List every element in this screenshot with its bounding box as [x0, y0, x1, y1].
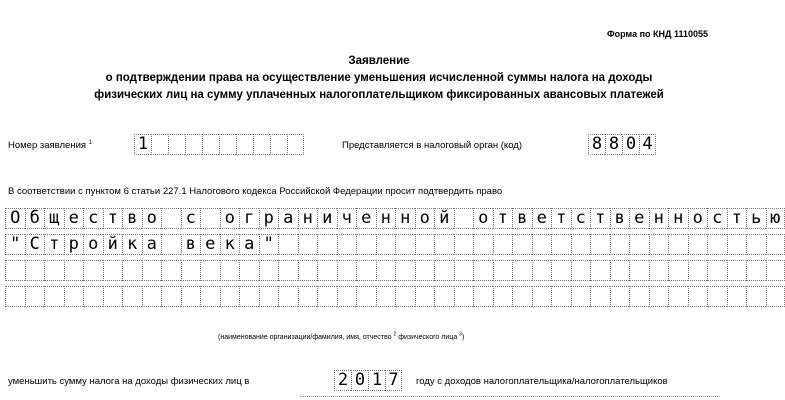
name-cell[interactable] — [629, 234, 649, 255]
name-cell[interactable] — [610, 234, 630, 255]
name-cell[interactable] — [298, 286, 318, 307]
name-cell[interactable] — [532, 286, 552, 307]
name-cell[interactable] — [44, 260, 64, 281]
tax-authority-code-field[interactable] — [588, 134, 656, 155]
application-number-label: Номер заявления $^1$ — [8, 139, 93, 151]
name-cell[interactable]: " — [5, 234, 25, 255]
name-cell[interactable] — [473, 286, 493, 307]
name-cell[interactable] — [161, 208, 181, 229]
name-cell[interactable] — [142, 260, 162, 281]
year-field[interactable] — [334, 370, 402, 391]
name-cell[interactable]: а — [278, 208, 298, 229]
name-cell[interactable] — [434, 260, 454, 281]
name-cell[interactable] — [590, 260, 610, 281]
name-row — [5, 234, 785, 255]
tax-authority-code-cell[interactable]: 8 — [588, 134, 605, 155]
name-cell[interactable] — [64, 260, 84, 281]
name-cell[interactable]: т — [44, 234, 64, 255]
name-cell[interactable] — [376, 234, 396, 255]
application-number-cell[interactable] — [253, 134, 270, 155]
name-cell[interactable]: О — [5, 208, 25, 229]
name-cell[interactable] — [142, 286, 162, 307]
name-cell[interactable] — [200, 208, 220, 229]
name-cell[interactable] — [415, 260, 435, 281]
application-number-cell[interactable] — [236, 134, 253, 155]
name-field-caption: (наименование организации/фамилия, имя, отчество $^2$ физического лица $^3$) — [218, 331, 465, 341]
name-cell[interactable]: н — [298, 208, 318, 229]
name-cell[interactable]: в — [610, 208, 630, 229]
name-cell[interactable] — [493, 234, 513, 255]
name-cell[interactable]: к — [220, 234, 240, 255]
name-cell[interactable]: ь — [746, 208, 766, 229]
name-cell[interactable] — [278, 234, 298, 255]
name-cell[interactable]: о — [473, 208, 493, 229]
name-cell[interactable] — [746, 234, 766, 255]
name-cell[interactable] — [259, 286, 279, 307]
name-cell[interactable] — [551, 260, 571, 281]
name-cell[interactable]: " — [259, 234, 279, 255]
application-number-cell[interactable] — [151, 134, 168, 155]
name-cell[interactable] — [571, 286, 591, 307]
name-cell[interactable] — [200, 286, 220, 307]
name-cell[interactable] — [629, 260, 649, 281]
name-cell[interactable]: н — [376, 208, 396, 229]
application-number-cell[interactable]: 1 — [134, 134, 151, 155]
name-cell[interactable]: е — [356, 208, 376, 229]
reduce-tax-label: уменьшить сумму налога на доходы физических лиц в — [8, 376, 250, 387]
name-cell[interactable] — [395, 286, 415, 307]
name-cell[interactable] — [122, 260, 142, 281]
name-cell[interactable] — [317, 260, 337, 281]
name-cell[interactable] — [727, 286, 747, 307]
application-number-cell[interactable] — [185, 134, 202, 155]
name-cell[interactable]: й — [434, 208, 454, 229]
name-cell[interactable] — [493, 260, 513, 281]
name-cell[interactable] — [83, 286, 103, 307]
year-cell[interactable]: 0 — [351, 370, 368, 391]
name-cell[interactable] — [376, 286, 396, 307]
name-cell[interactable] — [220, 286, 240, 307]
name-cell[interactable] — [688, 260, 708, 281]
name-cell[interactable] — [473, 260, 493, 281]
name-cell[interactable]: о — [220, 208, 240, 229]
name-cell[interactable]: с — [571, 208, 591, 229]
name-cell[interactable]: с — [707, 208, 727, 229]
organization-name-grid[interactable] — [5, 208, 785, 312]
name-cell[interactable] — [746, 260, 766, 281]
name-cell[interactable]: ю — [766, 208, 785, 229]
name-cell[interactable]: в — [512, 208, 532, 229]
name-cell[interactable] — [103, 286, 123, 307]
name-cell[interactable] — [454, 260, 474, 281]
name-cell[interactable] — [181, 260, 201, 281]
name-cell[interactable] — [298, 260, 318, 281]
document-subtitle-line-1: о подтверждении права на осуществление уменьшения исчисленной суммы налога на доходы — [105, 72, 653, 84]
name-cell[interactable] — [590, 234, 610, 255]
year-cell[interactable]: 1 — [368, 370, 385, 391]
year-cell[interactable]: 2 — [334, 370, 351, 391]
tax-authority-code-cell[interactable]: 8 — [605, 134, 622, 155]
name-cell[interactable] — [668, 234, 688, 255]
name-cell[interactable] — [103, 260, 123, 281]
name-cell[interactable]: е — [629, 208, 649, 229]
name-cell[interactable] — [473, 234, 493, 255]
tax-authority-code-cell[interactable]: 0 — [622, 134, 639, 155]
application-number-cell[interactable] — [168, 134, 185, 155]
application-number-cell[interactable] — [202, 134, 219, 155]
name-cell[interactable] — [83, 260, 103, 281]
form-code: Форма по КНД 1110055 — [607, 29, 708, 39]
application-number-cell[interactable] — [270, 134, 287, 155]
name-cell[interactable] — [239, 260, 259, 281]
name-cell[interactable] — [512, 260, 532, 281]
name-cell[interactable] — [610, 260, 630, 281]
name-cell[interactable] — [317, 286, 337, 307]
name-cell[interactable] — [434, 286, 454, 307]
name-cell[interactable] — [356, 286, 376, 307]
name-cell[interactable]: в — [122, 208, 142, 229]
name-cell[interactable] — [649, 286, 669, 307]
name-cell[interactable] — [532, 234, 552, 255]
name-cell[interactable] — [649, 234, 669, 255]
name-cell[interactable] — [161, 286, 181, 307]
document-subtitle-line-2: физических лиц на сумму уплаченных налогоплательщиком фиксированных авансовых платежей — [94, 89, 664, 101]
name-cell[interactable] — [44, 286, 64, 307]
bottom-row-cells — [300, 396, 720, 397]
name-cell[interactable]: о — [688, 208, 708, 229]
name-cell[interactable] — [688, 234, 708, 255]
name-cell[interactable]: н — [668, 208, 688, 229]
name-cell[interactable] — [571, 234, 591, 255]
name-cell[interactable] — [5, 260, 25, 281]
name-cell[interactable] — [220, 260, 240, 281]
name-cell[interactable]: т — [551, 208, 571, 229]
name-cell[interactable]: ч — [337, 208, 357, 229]
name-cell[interactable]: г — [239, 208, 259, 229]
name-cell[interactable] — [454, 234, 474, 255]
name-cell[interactable] — [512, 286, 532, 307]
name-cell[interactable] — [512, 234, 532, 255]
name-cell[interactable] — [668, 286, 688, 307]
name-cell[interactable] — [64, 286, 84, 307]
name-cell[interactable] — [181, 286, 201, 307]
name-cell[interactable] — [200, 260, 220, 281]
name-cell[interactable]: н — [649, 208, 669, 229]
name-cell[interactable] — [161, 260, 181, 281]
name-cell[interactable] — [590, 286, 610, 307]
name-cell[interactable] — [766, 260, 785, 281]
name-cell[interactable]: с — [83, 208, 103, 229]
reduce-tax-label-after: году с доходов налогоплательщика/налогоплательщиков — [416, 376, 668, 387]
name-cell[interactable] — [415, 234, 435, 255]
name-cell[interactable] — [278, 260, 298, 281]
year-cell[interactable]: 7 — [385, 370, 402, 391]
name-cell[interactable] — [649, 260, 669, 281]
name-cell[interactable]: о — [83, 234, 103, 255]
name-cell[interactable] — [25, 286, 45, 307]
name-cell[interactable]: й — [103, 234, 123, 255]
name-cell[interactable] — [766, 234, 785, 255]
name-cell[interactable]: р — [64, 234, 84, 255]
name-cell[interactable] — [337, 286, 357, 307]
name-cell[interactable]: а — [142, 234, 162, 255]
name-cell[interactable]: т — [590, 208, 610, 229]
name-cell[interactable] — [746, 286, 766, 307]
name-cell[interactable]: т — [103, 208, 123, 229]
name-cell[interactable]: к — [122, 234, 142, 255]
name-row — [5, 208, 785, 229]
name-row — [5, 286, 785, 307]
name-cell[interactable]: в — [181, 234, 201, 255]
name-cell[interactable] — [571, 260, 591, 281]
name-cell[interactable]: С — [25, 234, 45, 255]
name-cell[interactable]: а — [239, 234, 259, 255]
name-row — [5, 260, 785, 281]
name-cell[interactable]: н — [395, 208, 415, 229]
application-number-cell[interactable] — [287, 134, 304, 155]
name-cell[interactable] — [395, 260, 415, 281]
name-cell[interactable]: и — [317, 208, 337, 229]
name-cell[interactable] — [454, 286, 474, 307]
name-cell[interactable] — [551, 234, 571, 255]
document-title: Заявление — [348, 55, 410, 67]
name-cell[interactable] — [376, 260, 396, 281]
name-cell[interactable]: б — [25, 208, 45, 229]
name-cell[interactable] — [707, 234, 727, 255]
name-cell[interactable]: е — [64, 208, 84, 229]
name-cell[interactable] — [25, 260, 45, 281]
name-cell[interactable] — [298, 234, 318, 255]
name-cell[interactable] — [259, 260, 279, 281]
name-cell[interactable] — [337, 234, 357, 255]
tax-authority-label: Представляется в налоговый орган (код) — [342, 140, 522, 151]
name-cell[interactable] — [317, 234, 337, 255]
tax-authority-code-cell[interactable]: 4 — [639, 134, 656, 155]
name-cell[interactable] — [610, 286, 630, 307]
name-cell[interactable] — [727, 260, 747, 281]
name-cell[interactable]: р — [259, 208, 279, 229]
name-cell[interactable] — [337, 260, 357, 281]
name-cell[interactable]: т — [493, 208, 513, 229]
name-cell[interactable] — [727, 234, 747, 255]
name-cell[interactable]: е — [200, 234, 220, 255]
name-cell[interactable] — [688, 286, 708, 307]
application-number-cell[interactable] — [219, 134, 236, 155]
basis-text: В соответствии с пунктом 6 статьи 227.1 Налогового кодекса Российской Федерации просит подтвердить право — [8, 186, 503, 197]
name-cell[interactable] — [122, 286, 142, 307]
name-cell[interactable] — [239, 286, 259, 307]
name-cell[interactable] — [454, 208, 474, 229]
name-cell[interactable] — [629, 286, 649, 307]
name-cell[interactable] — [415, 286, 435, 307]
name-cell[interactable] — [395, 234, 415, 255]
name-cell[interactable] — [161, 234, 181, 255]
name-cell[interactable] — [356, 234, 376, 255]
name-cell[interactable]: щ — [44, 208, 64, 229]
name-cell[interactable]: о — [415, 208, 435, 229]
name-cell[interactable] — [668, 260, 688, 281]
name-cell[interactable] — [356, 260, 376, 281]
name-cell[interactable] — [707, 286, 727, 307]
name-cell[interactable]: т — [727, 208, 747, 229]
application-number-field[interactable] — [134, 134, 304, 155]
name-cell[interactable] — [278, 286, 298, 307]
name-cell[interactable] — [5, 286, 25, 307]
name-cell[interactable] — [532, 260, 552, 281]
name-cell[interactable] — [766, 286, 785, 307]
name-cell[interactable] — [707, 260, 727, 281]
footnote-1: 1 — [88, 139, 93, 146]
name-cell[interactable]: о — [142, 208, 162, 229]
name-cell[interactable]: е — [532, 208, 552, 229]
name-cell[interactable] — [434, 234, 454, 255]
name-cell[interactable] — [493, 286, 513, 307]
name-cell[interactable] — [551, 286, 571, 307]
name-cell[interactable]: с — [181, 208, 201, 229]
